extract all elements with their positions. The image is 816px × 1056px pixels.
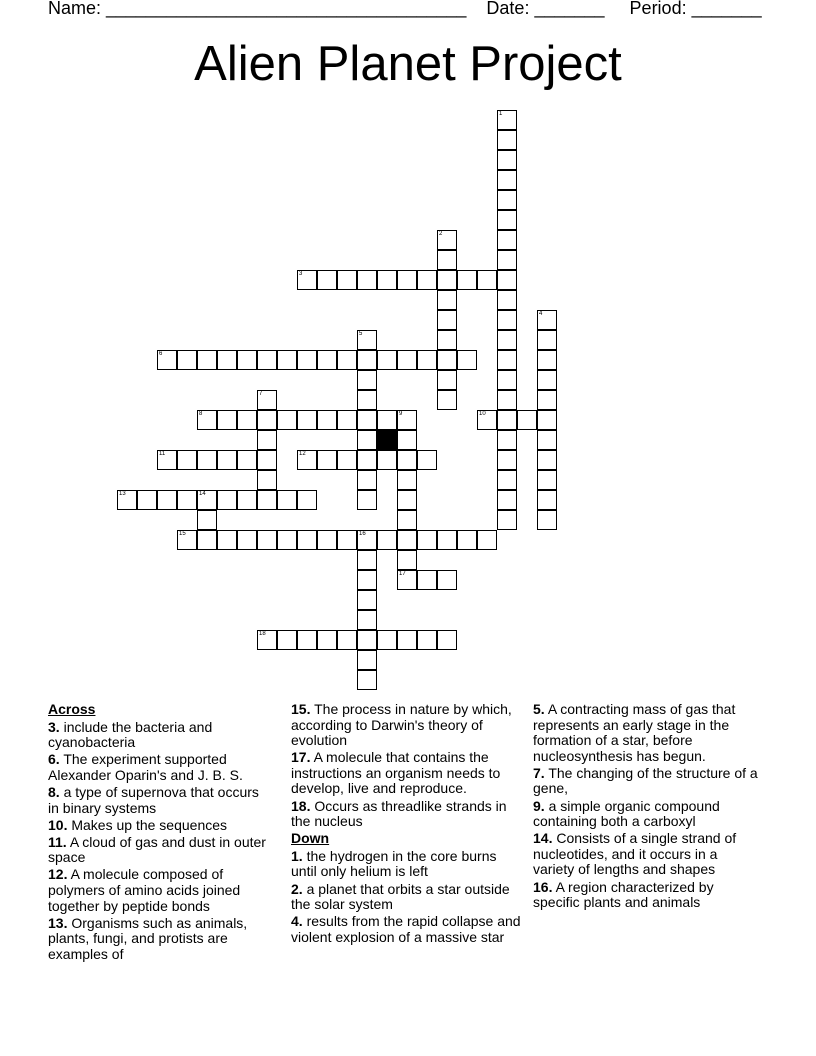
grid-cell[interactable] bbox=[537, 430, 557, 450]
grid-cell[interactable] bbox=[217, 450, 237, 470]
clue-number: 13. bbox=[48, 914, 68, 931]
grid-cell[interactable] bbox=[437, 290, 457, 310]
grid-cell[interactable] bbox=[357, 430, 377, 450]
grid-cell[interactable] bbox=[297, 270, 317, 290]
grid-cell[interactable] bbox=[357, 350, 377, 370]
grid-cell[interactable] bbox=[357, 610, 377, 630]
grid-cell[interactable] bbox=[497, 510, 517, 530]
grid-cell[interactable] bbox=[357, 370, 377, 390]
down-clue bbox=[291, 914, 523, 945]
grid-cell[interactable] bbox=[137, 490, 157, 510]
grid-cell[interactable] bbox=[277, 490, 297, 510]
grid-cell[interactable] bbox=[537, 490, 557, 510]
grid-cell[interactable] bbox=[197, 510, 217, 530]
clue-column-1 bbox=[48, 702, 273, 964]
grid-cell[interactable] bbox=[257, 630, 277, 650]
grid-cell[interactable] bbox=[237, 490, 257, 510]
grid-cell[interactable] bbox=[417, 450, 437, 470]
grid-cell[interactable] bbox=[457, 530, 477, 550]
grid-cell[interactable] bbox=[437, 350, 457, 370]
cell-number: 18 bbox=[259, 631, 266, 637]
across-clue bbox=[48, 785, 273, 816]
clue-column-2 bbox=[291, 702, 523, 947]
clue-number: 10. bbox=[48, 816, 68, 833]
grid-cell[interactable] bbox=[477, 530, 497, 550]
grid-cell[interactable] bbox=[257, 530, 277, 550]
grid-cell[interactable] bbox=[357, 450, 377, 470]
across-clue bbox=[48, 720, 273, 751]
grid-cell[interactable] bbox=[337, 450, 357, 470]
cell-number: 6 bbox=[159, 351, 163, 357]
grid-cell[interactable] bbox=[357, 490, 377, 510]
grid-cell[interactable] bbox=[357, 530, 377, 550]
grid-cell[interactable] bbox=[237, 410, 257, 430]
clue-text: The changing of the structure of a gene, bbox=[533, 764, 758, 797]
grid-cell[interactable] bbox=[417, 350, 437, 370]
grid-cell[interactable] bbox=[417, 530, 437, 550]
grid-cell[interactable] bbox=[377, 350, 397, 370]
grid-cell[interactable] bbox=[357, 630, 377, 650]
date-field-label[interactable]: Date: _______ bbox=[486, 0, 605, 18]
down-clue bbox=[533, 766, 758, 797]
grid-cell[interactable] bbox=[257, 410, 277, 430]
clue-number: 3. bbox=[48, 718, 60, 735]
grid-cell[interactable] bbox=[197, 410, 217, 430]
grid-cell[interactable] bbox=[417, 630, 437, 650]
clue-text: the hydrogen in the core burns until only helium is left bbox=[291, 847, 497, 880]
clue-text: Organisms such as animals, plants, fungi, and protists are examples of bbox=[48, 914, 248, 962]
grid-cell[interactable] bbox=[537, 510, 557, 530]
grid-cell[interactable] bbox=[197, 450, 217, 470]
cell-number: 2 bbox=[439, 231, 443, 237]
clue-text: The process in nature by which, according to Darwin's theory of evolution bbox=[291, 701, 512, 749]
clue-number: 17. bbox=[291, 749, 311, 766]
clue-number: 15. bbox=[291, 701, 311, 717]
grid-cell[interactable] bbox=[437, 270, 457, 290]
grid-cell[interactable] bbox=[397, 350, 417, 370]
grid-cell[interactable] bbox=[497, 470, 517, 490]
grid-cell[interactable] bbox=[237, 350, 257, 370]
clue-column-3 bbox=[533, 702, 758, 912]
grid-cell[interactable] bbox=[177, 530, 197, 550]
black-cell bbox=[377, 430, 397, 450]
grid-cell[interactable] bbox=[297, 410, 317, 430]
grid-cell[interactable] bbox=[497, 210, 517, 230]
grid-cell[interactable] bbox=[237, 450, 257, 470]
grid-cell[interactable] bbox=[497, 390, 517, 410]
grid-cell[interactable] bbox=[497, 310, 517, 330]
grid-cell[interactable] bbox=[177, 350, 197, 370]
grid-cell[interactable] bbox=[537, 350, 557, 370]
cell-number: 14 bbox=[199, 491, 206, 497]
grid-cell[interactable] bbox=[537, 410, 557, 430]
grid-cell[interactable] bbox=[397, 510, 417, 530]
clue-text: a type of supernova that occurs in binary systems bbox=[48, 783, 259, 816]
across-clue bbox=[48, 916, 273, 963]
grid-cell[interactable] bbox=[497, 170, 517, 190]
cell-number: 11 bbox=[159, 451, 166, 457]
grid-cell[interactable] bbox=[437, 370, 457, 390]
cell-number: 12 bbox=[299, 451, 306, 457]
grid-cell[interactable] bbox=[437, 570, 457, 590]
grid-cell[interactable] bbox=[497, 150, 517, 170]
clue-text: results from the rapid collapse and violent explosion of a massive star bbox=[291, 913, 521, 945]
grid-cell[interactable] bbox=[397, 270, 417, 290]
grid-cell[interactable] bbox=[357, 670, 377, 690]
clue-text: A cloud of gas and dust in outer space bbox=[48, 833, 266, 866]
across-clue bbox=[48, 867, 273, 914]
grid-cell[interactable] bbox=[157, 350, 177, 370]
grid-cell[interactable] bbox=[437, 250, 457, 270]
cell-number: 9 bbox=[399, 411, 403, 417]
grid-cell[interactable] bbox=[257, 390, 277, 410]
grid-cell[interactable] bbox=[377, 270, 397, 290]
grid-cell[interactable] bbox=[497, 130, 517, 150]
grid-cell[interactable] bbox=[477, 270, 497, 290]
across-clue bbox=[291, 799, 523, 830]
grid-cell[interactable] bbox=[437, 330, 457, 350]
grid-cell[interactable] bbox=[497, 410, 517, 430]
grid-cell[interactable] bbox=[537, 370, 557, 390]
grid-cell[interactable] bbox=[257, 470, 277, 490]
grid-cell[interactable] bbox=[497, 330, 517, 350]
cell-number: 17 bbox=[399, 571, 406, 577]
down-clue bbox=[533, 880, 758, 911]
clue-text: The experiment supported Alexander Oparin's and J. B. S. bbox=[48, 751, 243, 783]
across-clue bbox=[291, 702, 523, 749]
grid-cell[interactable] bbox=[397, 530, 417, 550]
grid-cell[interactable] bbox=[357, 650, 377, 670]
page-title: Alien Planet Project bbox=[194, 37, 622, 91]
grid-cell[interactable] bbox=[217, 490, 237, 510]
down-clue bbox=[291, 849, 523, 880]
across-clue bbox=[291, 750, 523, 797]
grid-cell[interactable] bbox=[457, 270, 477, 290]
grid-cell[interactable] bbox=[497, 350, 517, 370]
grid-cell[interactable] bbox=[437, 310, 457, 330]
grid-cell[interactable] bbox=[257, 430, 277, 450]
grid-cell[interactable] bbox=[337, 350, 357, 370]
grid-cell[interactable] bbox=[417, 570, 437, 590]
clue-number: 1. bbox=[291, 847, 303, 864]
clue-text: a planet that orbits a star outside the solar system bbox=[291, 880, 510, 913]
grid-cell[interactable] bbox=[297, 490, 317, 510]
grid-cell[interactable] bbox=[537, 390, 557, 410]
grid-cell[interactable] bbox=[497, 290, 517, 310]
grid-cell[interactable] bbox=[357, 570, 377, 590]
grid-cell[interactable] bbox=[497, 190, 517, 210]
down-clue bbox=[533, 831, 758, 878]
clue-number: 9. bbox=[533, 797, 545, 814]
cell-number: 8 bbox=[199, 411, 203, 417]
grid-cell[interactable] bbox=[517, 410, 537, 430]
clue-number: 8. bbox=[48, 783, 60, 800]
grid-cell[interactable] bbox=[437, 390, 457, 410]
grid-cell[interactable] bbox=[497, 490, 517, 510]
name-field-label[interactable]: Name: ____________________________________ bbox=[48, 0, 467, 18]
grid-cell[interactable] bbox=[417, 270, 437, 290]
grid-cell[interactable] bbox=[257, 450, 277, 470]
down-heading: Down bbox=[291, 830, 330, 847]
grid-cell[interactable] bbox=[397, 550, 417, 570]
clue-text: A region characterized by specific plants and animals bbox=[533, 878, 714, 911]
grid-cell[interactable] bbox=[397, 410, 417, 430]
grid-cell[interactable] bbox=[277, 630, 297, 650]
cell-number: 4 bbox=[539, 311, 543, 317]
clue-text: A molecule that contains the instructions an organism needs to develop, live and reproduce. bbox=[291, 749, 501, 797]
cell-number: 1 bbox=[499, 111, 503, 117]
cell-number: 16 bbox=[359, 531, 366, 537]
grid-cell[interactable] bbox=[177, 490, 197, 510]
grid-cell[interactable] bbox=[357, 330, 377, 350]
grid-cell[interactable] bbox=[437, 230, 457, 250]
grid-cell[interactable] bbox=[257, 490, 277, 510]
period-field-label[interactable]: Period: _______ bbox=[629, 0, 762, 18]
clue-number: 7. bbox=[533, 764, 545, 781]
grid-cell[interactable] bbox=[337, 410, 357, 430]
grid-cell[interactable] bbox=[537, 310, 557, 330]
cell-number: 10 bbox=[479, 411, 486, 417]
grid-cell[interactable] bbox=[217, 530, 237, 550]
grid-cell[interactable] bbox=[537, 450, 557, 470]
grid-cell[interactable] bbox=[357, 470, 377, 490]
grid-cell[interactable] bbox=[357, 390, 377, 410]
clue-number: 14. bbox=[533, 830, 553, 847]
cell-number: 13 bbox=[119, 491, 126, 497]
grid-cell[interactable] bbox=[497, 250, 517, 270]
across-clue bbox=[48, 752, 273, 783]
grid-cell[interactable] bbox=[337, 530, 357, 550]
grid-cell[interactable] bbox=[497, 450, 517, 470]
grid-cell[interactable] bbox=[357, 590, 377, 610]
grid-cell[interactable] bbox=[277, 350, 297, 370]
clue-number: 16. bbox=[533, 878, 553, 895]
grid-cell[interactable] bbox=[397, 630, 417, 650]
grid-cell[interactable] bbox=[497, 370, 517, 390]
grid-cell[interactable] bbox=[357, 410, 377, 430]
clue-number: 5. bbox=[533, 701, 545, 717]
grid-cell[interactable] bbox=[397, 450, 417, 470]
grid-cell[interactable] bbox=[297, 530, 317, 550]
grid-cell[interactable] bbox=[537, 470, 557, 490]
clue-text: Makes up the sequences bbox=[71, 816, 228, 833]
clue-number: 2. bbox=[291, 880, 303, 897]
grid-cell[interactable] bbox=[497, 430, 517, 450]
grid-cell[interactable] bbox=[317, 450, 337, 470]
clue-number: 4. bbox=[291, 913, 303, 930]
grid-cell[interactable] bbox=[317, 270, 337, 290]
grid-cell[interactable] bbox=[337, 270, 357, 290]
grid-cell[interactable] bbox=[197, 350, 217, 370]
cell-number: 15 bbox=[179, 531, 186, 537]
grid-cell[interactable] bbox=[317, 410, 337, 430]
clue-number: 11. bbox=[48, 833, 67, 850]
grid-cell[interactable] bbox=[297, 450, 317, 470]
clue-number: 12. bbox=[48, 866, 68, 883]
grid-cell[interactable] bbox=[457, 350, 477, 370]
grid-cell[interactable] bbox=[377, 450, 397, 470]
down-clue bbox=[291, 882, 523, 913]
grid-cell[interactable] bbox=[377, 410, 397, 430]
grid-cell[interactable] bbox=[357, 270, 377, 290]
grid-cell[interactable] bbox=[317, 350, 337, 370]
across-heading: Across bbox=[48, 701, 96, 717]
clue-text: include the bacteria and cyanobacteria bbox=[48, 718, 213, 751]
grid-cell[interactable] bbox=[397, 570, 417, 590]
grid-cell[interactable] bbox=[337, 630, 357, 650]
clue-text: a simple organic compound containing both a carboxyl bbox=[533, 797, 720, 830]
grid-cell[interactable] bbox=[157, 450, 177, 470]
grid-cell[interactable] bbox=[217, 350, 237, 370]
grid-cell[interactable] bbox=[377, 630, 397, 650]
down-clue bbox=[533, 702, 758, 764]
down-clue bbox=[533, 799, 758, 830]
cell-number: 5 bbox=[359, 331, 363, 337]
grid-cell[interactable] bbox=[177, 450, 197, 470]
grid-cell[interactable] bbox=[297, 630, 317, 650]
grid-cell[interactable] bbox=[277, 530, 297, 550]
grid-cell[interactable] bbox=[397, 490, 417, 510]
grid-cell[interactable] bbox=[197, 530, 217, 550]
grid-cell[interactable] bbox=[537, 330, 557, 350]
cell-number: 7 bbox=[259, 391, 263, 397]
grid-cell[interactable] bbox=[437, 530, 457, 550]
clue-text: A contracting mass of gas that represents an early stage in the formation of a star, before nucleosynthesis has begun. bbox=[533, 701, 736, 764]
grid-cell[interactable] bbox=[237, 530, 257, 550]
grid-cell[interactable] bbox=[497, 270, 517, 290]
grid-cell[interactable] bbox=[497, 230, 517, 250]
across-clue bbox=[48, 818, 273, 834]
grid-cell[interactable] bbox=[437, 630, 457, 650]
grid-cell[interactable] bbox=[317, 530, 337, 550]
grid-cell[interactable] bbox=[397, 430, 417, 450]
grid-cell[interactable] bbox=[257, 350, 277, 370]
cell-number: 3 bbox=[299, 271, 303, 277]
grid-cell[interactable] bbox=[297, 350, 317, 370]
grid-cell[interactable] bbox=[357, 550, 377, 570]
grid-cell[interactable] bbox=[277, 410, 297, 430]
across-clue bbox=[48, 835, 273, 866]
grid-cell[interactable] bbox=[477, 410, 497, 430]
grid-cell[interactable] bbox=[317, 630, 337, 650]
grid-cell[interactable] bbox=[497, 110, 517, 130]
clue-text: Occurs as threadlike strands in the nucleus bbox=[291, 797, 507, 830]
grid-cell[interactable] bbox=[377, 530, 397, 550]
grid-cell[interactable] bbox=[157, 490, 177, 510]
grid-cell[interactable] bbox=[117, 490, 137, 510]
grid-cell[interactable] bbox=[397, 470, 417, 490]
clue-number: 6. bbox=[48, 751, 60, 768]
clue-text: A molecule composed of polymers of amino acids joined together by peptide bonds bbox=[48, 866, 241, 914]
grid-cell[interactable] bbox=[217, 410, 237, 430]
grid-cell[interactable] bbox=[197, 490, 217, 510]
clue-number: 18. bbox=[291, 797, 311, 814]
clue-text: Consists of a single strand of nucleotides, and it occurs in a variety of lengths and shapes bbox=[533, 830, 737, 878]
